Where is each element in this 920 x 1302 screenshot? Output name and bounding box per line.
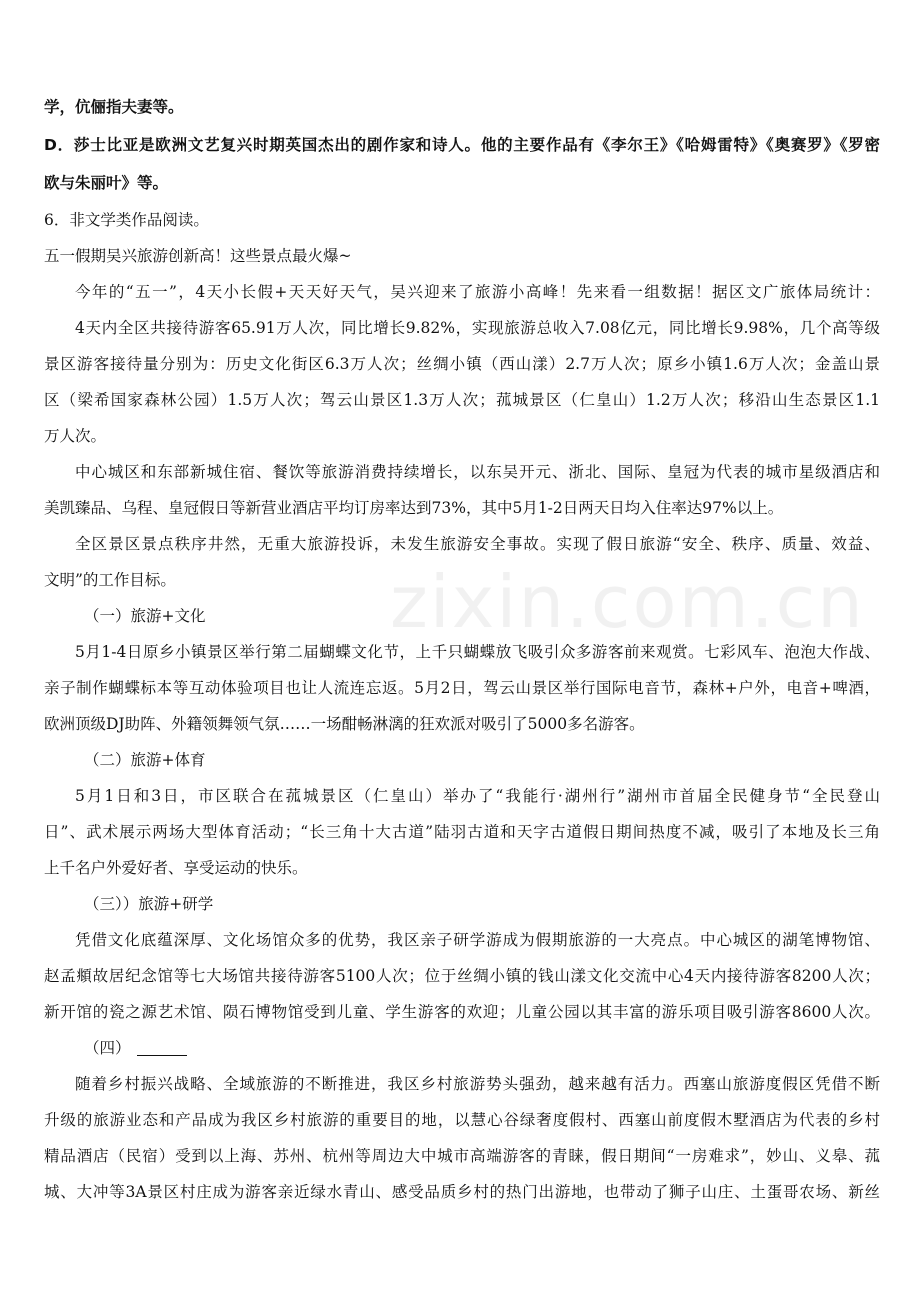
question-6-heading: 6．非文学类作品阅读。	[44, 211, 209, 229]
paragraph-line: 4天内全区共接待游客65.91万人次，同比增长9.82%，实现旅游总收入7.08亿元，同比增长9.98%，几个高等级	[75, 319, 880, 337]
paragraph-line: 今年的“五一”，4天小长假+天天好天气，吴兴迎来了旅游小高峰！先来看一组数据！据区文广旅体局统计：	[75, 283, 880, 301]
paragraph-line: 5月1-4日原乡小镇景区举行第二届蝴蝶文化节，上千只蝴蝶放飞吸引众多游客前来观赏。七彩风车、泡泡大作战、	[75, 643, 880, 661]
option-d-line1: D．莎士比亚是欧洲文艺复兴时期英国杰出的剧作家和诗人。他的主要作品有《李尔王》《哈姆雷特》《奥赛罗》《罗密	[44, 136, 880, 154]
paragraph-line: 文明”的工作目标。	[44, 571, 176, 589]
paragraph-line: 亲子制作蝴蝶标本等互动体验项目也让人流连忘返。5月2日，驾云山景区举行国际电音节，森林+户外，电音+啤酒，	[44, 679, 880, 697]
section-heading-blank	[44, 1030, 880, 1066]
paragraph-line: 欧洲顶级DJ助阵、外籍领舞领气氛……一场酣畅淋漓的狂欢派对吸引了5000多名游客。	[44, 715, 645, 733]
paragraph-line: 上千名户外爱好者、享受运动的快乐。	[44, 859, 308, 877]
paragraph-line: 中心城区和东部新城住宿、餐饮等旅游消费持续增长，以东吴开元、浙北、国际、皇冠为代表的城市星级酒店和	[75, 463, 880, 481]
section-heading-sports: （二）旅游+体育	[84, 751, 206, 769]
section-heading-study: （三））旅游+研学	[84, 895, 214, 913]
paragraph-line: 万人次。	[44, 427, 107, 445]
paragraph-line: 美凯臻品、乌程、皇冠假日等新营业酒店平均订房率达到73%，其中5月1-2日两天日均入住率达97%以上。	[44, 499, 784, 517]
paragraph-line: 5月1日和3日，市区联合在菰城景区（仁皇山）举办了“我能行·湖州行”湖州市首届全民健身节“全民登山	[75, 787, 880, 805]
paragraph-line: 新开馆的瓷之源艺术馆、陨石博物馆受到儿童、学生游客的欢迎；儿童公园以其丰富的游乐项目吸引游客8600人次。	[44, 1003, 880, 1021]
paragraph-line: 凭借文化底蕴深厚、文化场馆众多的优势，我区亲子研学游成为假期旅游的一大亮点。中心城区的湖笔博物馆、	[75, 931, 880, 949]
section-heading-culture: （一）旅游+文化	[84, 607, 206, 625]
paragraph-line: 精品酒店（民宿）受到以上海、苏州、杭州等周边大中城市高端游客的青睐，假日期间“一房难求”，妙山、义皋、菰	[44, 1147, 880, 1165]
paragraph-line: 赵孟頫故居纪念馆等七大场馆共接待游客5100人次；位于丝绸小镇的钱山漾文化交流中心4天内接待游客8200人次；	[44, 967, 880, 985]
option-c-tail: 学，伉俪指夫妻等。	[44, 98, 184, 116]
paragraph-line: 城、大冲等3A景区村庄成为游客亲近绿水青山、感受品质乡村的热门出游地，也带动了狮子山庄、土蛋哥农场、新丝	[44, 1183, 880, 1201]
option-d-line2: 欧与朱丽叶》等。	[44, 174, 169, 192]
paragraph-line: 景区游客接待量分别为：历史文化街区6.3万人次；丝绸小镇（西山漾）2.7万人次；原乡小镇1.6万人次；金盖山景	[44, 355, 880, 373]
paragraph-line: 区（梁希国家森林公园）1.5万人次；驾云山景区1.3万人次；菰城景区（仁皇山）1.2万人次；移沿山生态景区1.1	[44, 391, 880, 409]
paragraph-line: 日”、武术展示两场大型体育活动；“长三角十大古道”陆羽古道和天字古道假日期间热度不减，吸引了本地及长三角	[44, 823, 880, 841]
fill-in-blank[interactable]	[137, 1037, 187, 1056]
article-title: 五一假期吴兴旅游创新高！这些景点最火爆~	[44, 247, 352, 265]
paragraph-line: 随着乡村振兴战略、全域旅游的不断推进，我区乡村旅游势头强劲，越来越有活力。西塞山旅游度假区凭借不断	[75, 1075, 880, 1093]
paragraph-line: 全区景区景点秩序井然，无重大旅游投诉，未发生旅游安全事故。实现了假日旅游“安全、秩序、质量、效益、	[75, 535, 880, 553]
document-page	[44, 88, 880, 1210]
section-heading-label: （四）	[84, 1039, 131, 1057]
paragraph-line: 升级的旅游业态和产品成为我区乡村旅游的重要目的地，以慧心谷绿奢度假村、西塞山前度假木墅酒店为代表的乡村	[44, 1111, 880, 1129]
watermark: zixin.com.cn	[390, 560, 865, 644]
